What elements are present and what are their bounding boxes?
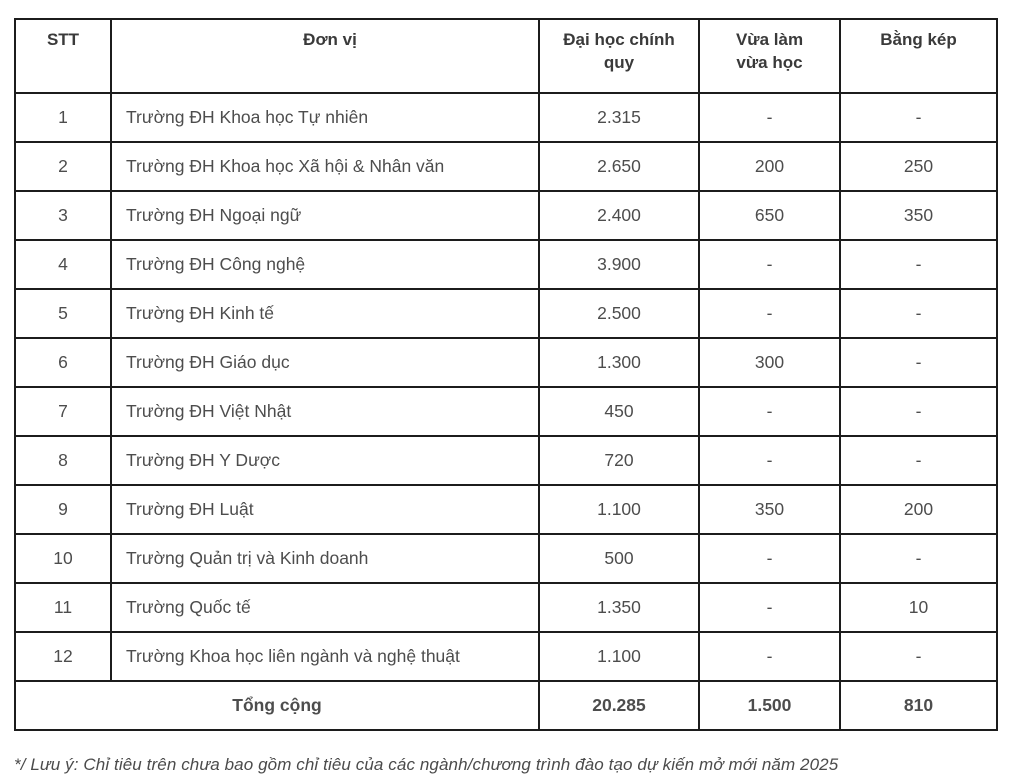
regular-quota: 2.650 — [539, 142, 699, 191]
unit-name: Trường Khoa học liên ngành và nghệ thuật — [111, 632, 539, 681]
regular-quota: 500 — [539, 534, 699, 583]
table-row — [15, 436, 997, 485]
regular-quota: 2.315 — [539, 93, 699, 142]
regular-quota: 450 — [539, 387, 699, 436]
dual-degree-quota: - — [840, 534, 997, 583]
table-row — [15, 583, 997, 632]
row-index: 7 — [15, 387, 111, 436]
column-header-dual: Bằng kép — [840, 19, 997, 93]
row-index: 9 — [15, 485, 111, 534]
total-dual-degree-quota: 810 — [840, 681, 997, 730]
unit-name: Trường ĐH Y Dược — [111, 436, 539, 485]
total-label: Tổng cộng — [15, 681, 539, 730]
total-part-time-quota: 1.500 — [699, 681, 840, 730]
part-time-quota: - — [699, 534, 840, 583]
column-header-regular-label: Đại học chính quy — [563, 30, 675, 72]
part-time-quota: 650 — [699, 191, 840, 240]
table-body — [15, 93, 997, 681]
table-row — [15, 142, 997, 191]
regular-quota: 1.300 — [539, 338, 699, 387]
dual-degree-quota: - — [840, 240, 997, 289]
dual-degree-quota: 250 — [840, 142, 997, 191]
table-row — [15, 338, 997, 387]
unit-name: Trường ĐH Khoa học Xã hội & Nhân văn — [111, 142, 539, 191]
regular-quota: 3.900 — [539, 240, 699, 289]
unit-name: Trường Quốc tế — [111, 583, 539, 632]
row-index: 1 — [15, 93, 111, 142]
table-row — [15, 93, 997, 142]
total-regular-quota: 20.285 — [539, 681, 699, 730]
row-index: 6 — [15, 338, 111, 387]
column-header-part-time-label: Vừa làm vừa học — [735, 30, 804, 72]
row-index: 11 — [15, 583, 111, 632]
dual-degree-quota: - — [840, 387, 997, 436]
footnote: */ Lưu ý: Chỉ tiêu trên chưa bao gồm chỉ tiêu của các ngành/chương trình đào tạo dự kiến mở mới năm 2025 — [14, 755, 839, 774]
dual-degree-quota: 200 — [840, 485, 997, 534]
unit-name: Trường Quản trị và Kinh doanh — [111, 534, 539, 583]
column-header-stt: STT — [15, 19, 111, 93]
dual-degree-quota: - — [840, 632, 997, 681]
part-time-quota: - — [699, 436, 840, 485]
dual-degree-quota: - — [840, 93, 997, 142]
table-row — [15, 387, 997, 436]
unit-name: Trường ĐH Ngoại ngữ — [111, 191, 539, 240]
regular-quota: 1.100 — [539, 632, 699, 681]
table-row — [15, 240, 997, 289]
dual-degree-quota: - — [840, 338, 997, 387]
part-time-quota: 300 — [699, 338, 840, 387]
dual-degree-quota: 350 — [840, 191, 997, 240]
dual-degree-quota: 10 — [840, 583, 997, 632]
dual-degree-quota: - — [840, 436, 997, 485]
regular-quota: 2.400 — [539, 191, 699, 240]
row-index: 5 — [15, 289, 111, 338]
row-index: 8 — [15, 436, 111, 485]
table-row — [15, 632, 997, 681]
part-time-quota: - — [699, 240, 840, 289]
part-time-quota: 200 — [699, 142, 840, 191]
table-header — [15, 19, 997, 93]
header-row — [15, 19, 997, 93]
unit-name: Trường ĐH Kinh tế — [111, 289, 539, 338]
row-index: 12 — [15, 632, 111, 681]
table-row — [15, 485, 997, 534]
part-time-quota: - — [699, 583, 840, 632]
regular-quota: 2.500 — [539, 289, 699, 338]
column-header-regular — [539, 19, 699, 93]
regular-quota: 1.100 — [539, 485, 699, 534]
table-row — [15, 534, 997, 583]
table-row — [15, 289, 997, 338]
row-index: 3 — [15, 191, 111, 240]
enrollment-quota-table — [14, 18, 998, 731]
row-index: 2 — [15, 142, 111, 191]
column-header-unit: Đơn vị — [111, 19, 539, 93]
part-time-quota: - — [699, 387, 840, 436]
part-time-quota: - — [699, 289, 840, 338]
part-time-quota: 350 — [699, 485, 840, 534]
table-row — [15, 191, 997, 240]
total-row — [15, 681, 997, 730]
unit-name: Trường ĐH Giáo dục — [111, 338, 539, 387]
row-index: 4 — [15, 240, 111, 289]
row-index: 10 — [15, 534, 111, 583]
regular-quota: 1.350 — [539, 583, 699, 632]
unit-name: Trường ĐH Khoa học Tự nhiên — [111, 93, 539, 142]
dual-degree-quota: - — [840, 289, 997, 338]
column-header-part-time — [699, 19, 840, 93]
unit-name: Trường ĐH Công nghệ — [111, 240, 539, 289]
part-time-quota: - — [699, 93, 840, 142]
regular-quota: 720 — [539, 436, 699, 485]
part-time-quota: - — [699, 632, 840, 681]
unit-name: Trường ĐH Luật — [111, 485, 539, 534]
table-footer — [15, 681, 997, 730]
unit-name: Trường ĐH Việt Nhật — [111, 387, 539, 436]
